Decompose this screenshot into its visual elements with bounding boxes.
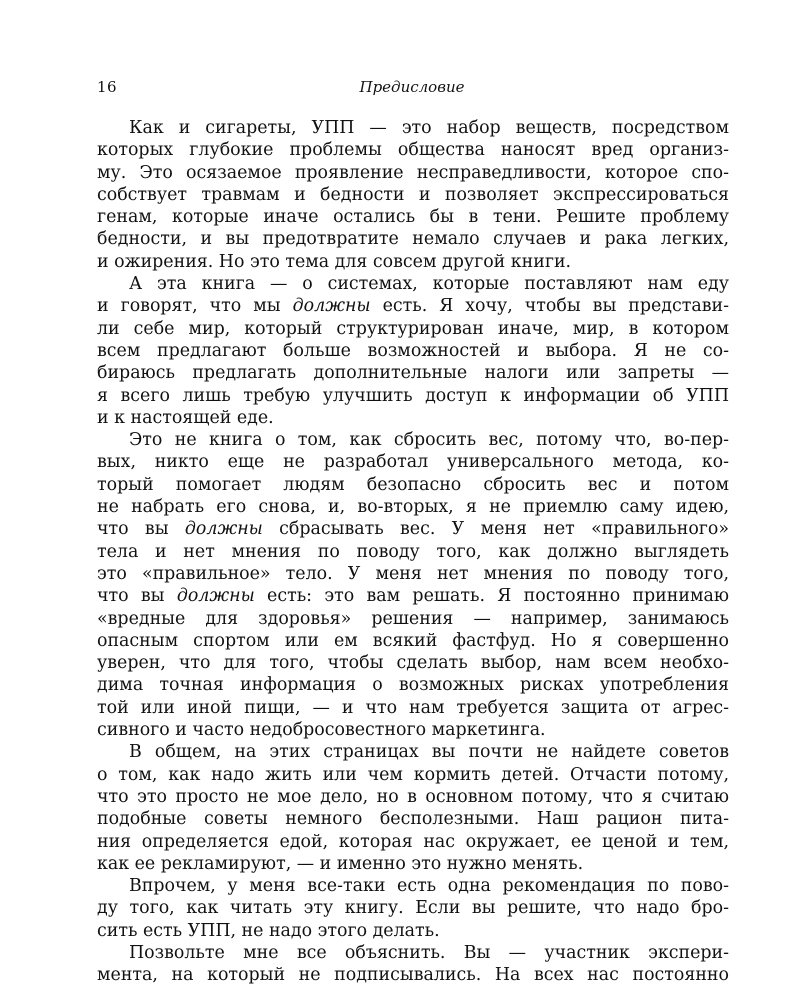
text-line: му. Это осязаемое проявление несправедливости, которое спо- [97,162,729,183]
text-line: ду того, как читать эту книгу. Если вы решите, что надо бро- [97,898,729,919]
text-line: опасным спортом или ем всякий фастфуд. Но я совершенно [97,630,729,651]
text-line: Впрочем, у меня все-таки есть одна рекомендация по пово- [129,876,729,897]
text-line: дима точная информация о возможных рисках употребления [97,675,729,696]
text-line: как ее рекламируют, — и именно это нужно менять. [97,853,584,874]
paragraph-3 [97,429,729,741]
text-line: это «правильное» тело. У меня нет мнения по поводу того, [97,563,729,584]
text-line: Это не книга о том, как сбросить вес, потому что, во-пер- [129,430,729,451]
text-line: В общем, на этих страницах вы почти не найдете советов [129,742,729,763]
text-line: собствует травмам и бедности и позволяет экспрессироваться [97,184,729,205]
text-line: о том, как надо жить или чем кормить детей. Отчасти потому, [97,764,729,785]
text-line: бираюсь предлагать дополнительные налоги или запреты — [97,363,729,384]
paragraph-1 [97,117,729,273]
text-line: вых, никто еще не разработал универсального метода, ко- [97,452,729,473]
text-line: тела и нет мнения по поводу того, как должно выглядеть [97,541,729,562]
paragraph-2 [97,273,729,429]
text-line: сить есть УПП, не надо этого делать. [97,920,440,941]
text-line: «вредные для здоровья» решения — например, занимаюсь [97,608,729,629]
text-line: что вы должны есть: это вам решать. Я постоянно принимаю [97,586,729,607]
section-title: Предисловие [359,78,465,96]
text-line: ли себе мир, который структурирован иначе, мир, в котором [97,318,729,339]
text-line: всем предлагают больше возможностей и выбора. Я не со- [97,340,729,361]
text-line: что вы должны сбрасывать вес. У меня нет «правильного» [97,519,729,540]
page-number: 16 [97,78,118,96]
text-line: которых глубокие проблемы общества наносят вред организ- [97,140,729,161]
text-line: что это просто не мое дело, но в основном потому, что я считаю [97,786,729,807]
text-line: и говорят, что мы должны есть. Я хочу, чтобы вы представи- [97,296,729,317]
text-line: уверен, что для того, чтобы сделать выбор, нам всем необхо- [97,653,729,674]
paragraph-6 [97,942,729,987]
text-line: мента, на который не подписывались. На всех нас постоянно [97,965,729,986]
text-line: Как и сигареты, УПП — это набор веществ, посредством [129,118,729,138]
text-line: я всего лишь требую улучшить доступ к информации об УПП [97,385,729,406]
paragraph-5 [97,875,729,942]
text-line: торый помогает людям безопасно сбросить вес и потом [97,474,729,495]
text-line: генам, которые иначе остались бы в тени. Решите проблему [97,207,729,228]
text-line: Позвольте мне все объяснить. Вы — участник экспери- [129,942,729,963]
body-text [97,117,729,987]
text-line: и к настоящей еде. [97,407,274,428]
text-line: и ожирения. Но это тема для совсем другой книги. [97,251,572,272]
running-head [97,78,727,102]
text-line: ния определяется едой, которая нас окружает, ее ценой и тем, [97,831,729,852]
text-line: А эта книга — о системах, которые поставляют нам еду [129,274,729,295]
text-line: не набрать его снова, и, во-вторых, я не приемлю саму идею, [97,497,729,518]
paragraph-4 [97,741,729,875]
text-line: бедности, и вы предотвратите немало случаев и рака легких, [97,229,729,250]
text-line: сивного и часто недобросовестного маркетинга. [97,720,546,741]
text-line: подобные советы немного бесполезными. Наш рацион пита- [97,809,729,830]
text-line: той или иной пищи, — и что нам требуется защита от агрес- [97,697,729,718]
